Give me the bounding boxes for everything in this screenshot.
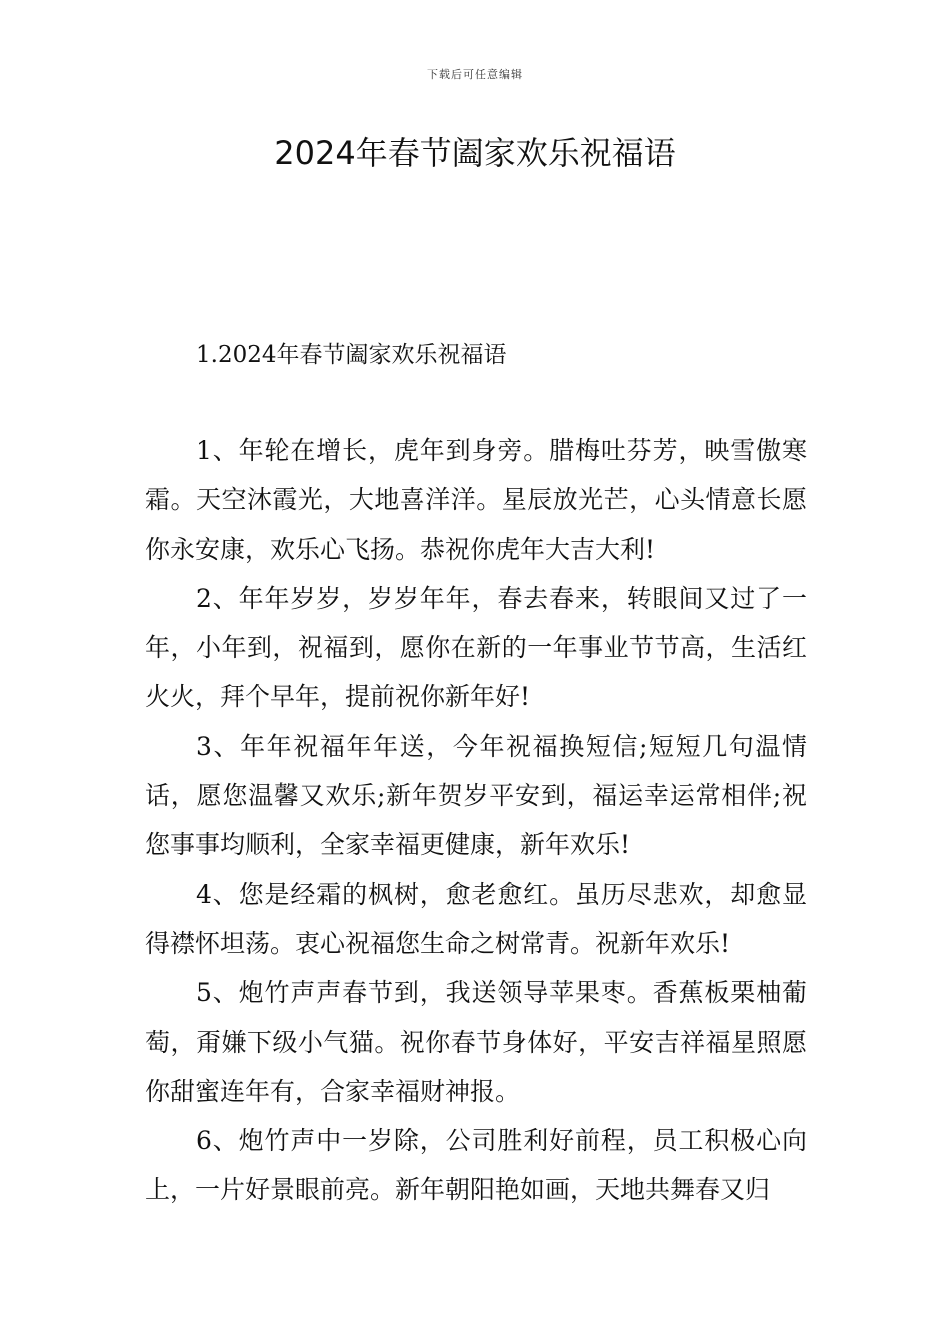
- section-heading: 1.2024年春节阖家欢乐祝福语: [196, 342, 507, 368]
- paragraph-2: 2、年年岁岁，岁岁年年，春去春来，转眼间又过了一年，小年到，祝福到，愿你在新的一年事业节节高，生活红火火，拜个早年，提前祝你新年好!: [145, 583, 807, 712]
- paragraph-6: 6、炮竹声中一岁除，公司胜利好前程，员工积极心向上，一片好景眼前亮。新年朝阳艳如画，天地共舞春又归: [145, 1126, 807, 1205]
- document-title: 2024年春节阖家欢乐祝福语: [274, 134, 676, 172]
- paragraph-3: 3、年年祝福年年送，今年祝福换短信;短短几句温情话，愿您温馨又欢乐;新年贺岁平安到，福运幸运常相伴;祝您事事均顺利，全家幸福更健康，新年欢乐!: [145, 731, 807, 860]
- header-note: 下载后可任意编辑: [427, 68, 523, 81]
- body-text: [145, 426, 807, 1215]
- paragraph-1: 1、年轮在增长，虎年到身旁。腊梅吐芬芳，映雪傲寒霜。天空沐霞光，大地喜洋洋。星辰放光芒，心头情意长愿你永安康，欢乐心飞扬。恭祝你虎年大吉大利!: [145, 436, 807, 564]
- paragraph-4: 4、您是经霜的枫树，愈老愈红。虽历尽悲欢，却愈显得襟怀坦荡。衷心祝福您生命之树常青。祝新年欢乐!: [145, 879, 807, 958]
- paragraph-5: 5、炮竹声声春节到，我送领导苹果枣。香蕉板栗柚葡萄，甭嫌下级小气猫。祝你春节身体好，平安吉祥福星照愿你甜蜜连年有，合家幸福财神报。: [145, 978, 807, 1106]
